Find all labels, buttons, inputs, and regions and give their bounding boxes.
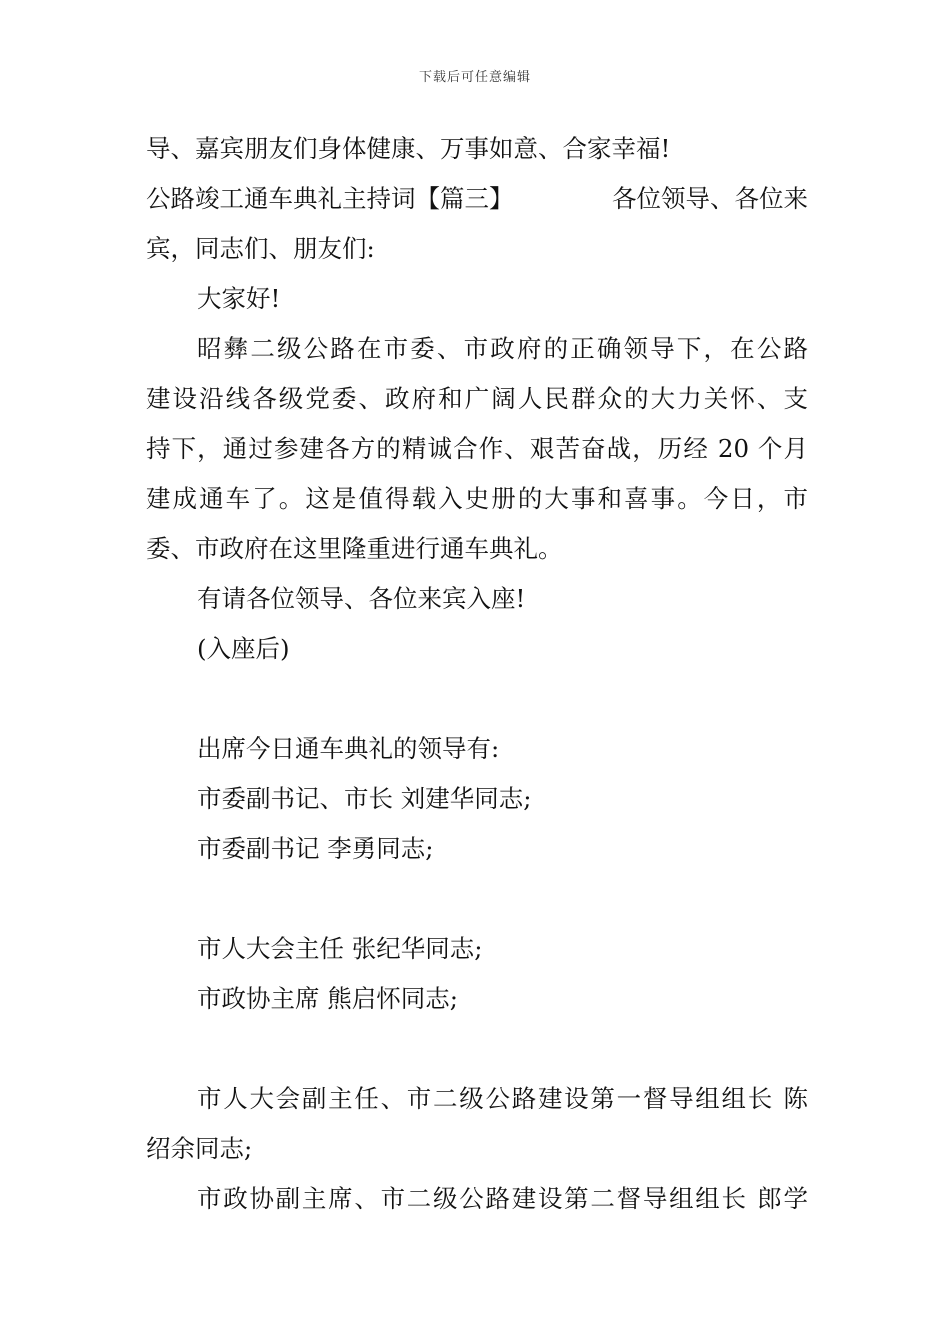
blank-gap: [146, 1024, 808, 1074]
leader-entry: 市政协主席 熊启怀同志;: [197, 984, 459, 1013]
leader-entry: 市政协副主席、市二级公路建设第二督导组组长 郎学: [197, 1184, 808, 1213]
paragraph-line: 昭彝二级公路在市委、市政府的正确领导下，在公路: [197, 334, 808, 363]
paragraph-line: 持下，通过参建各方的精诚合作、艰苦奋战，历经 20 个月: [146, 434, 808, 463]
hello-line: 大家好!: [197, 284, 281, 313]
leader-entry: 市委副书记、市长 刘建华同志;: [197, 784, 532, 813]
document-body: [146, 124, 808, 1224]
paragraph-line: 委、市政府在这里隆重进行通车典礼。: [146, 534, 563, 563]
leader-entry: 市委副书记 李勇同志;: [197, 834, 434, 863]
blank-gap: [146, 674, 808, 724]
stage-direction: (入座后): [197, 634, 290, 663]
page-header: 下载后可任意编辑: [418, 70, 531, 85]
section-title-line: [146, 174, 808, 224]
leader-entry-continued: 绍余同志;: [146, 1134, 253, 1163]
paragraph-line: 建设沿线各级党委、政府和广阔人民群众的大力关怀、支: [146, 384, 808, 413]
blank-gap: [146, 874, 808, 924]
leaders-intro: 出席今日通车典礼的领导有:: [197, 734, 500, 763]
seat-invitation: 有请各位领导、各位来宾入座!: [197, 584, 526, 613]
leader-entry: 市人大会主任 张纪华同志;: [197, 934, 483, 963]
greeting-continued: 宾，同志们、朋友们:: [146, 234, 375, 263]
leader-entry: 市人大会副主任、市二级公路建设第一督导组组长 陈: [197, 1084, 808, 1113]
section-title: 公路竣工通车典礼主持词【篇三】: [146, 184, 514, 213]
text-line: 导、嘉宾朋友们身体健康、万事如意、合家幸福!: [146, 134, 671, 163]
paragraph-line: 建成通车了。这是值得载入史册的大事和喜事。今日，市: [146, 484, 808, 513]
greeting-start: 各位领导、各位来: [612, 184, 808, 213]
